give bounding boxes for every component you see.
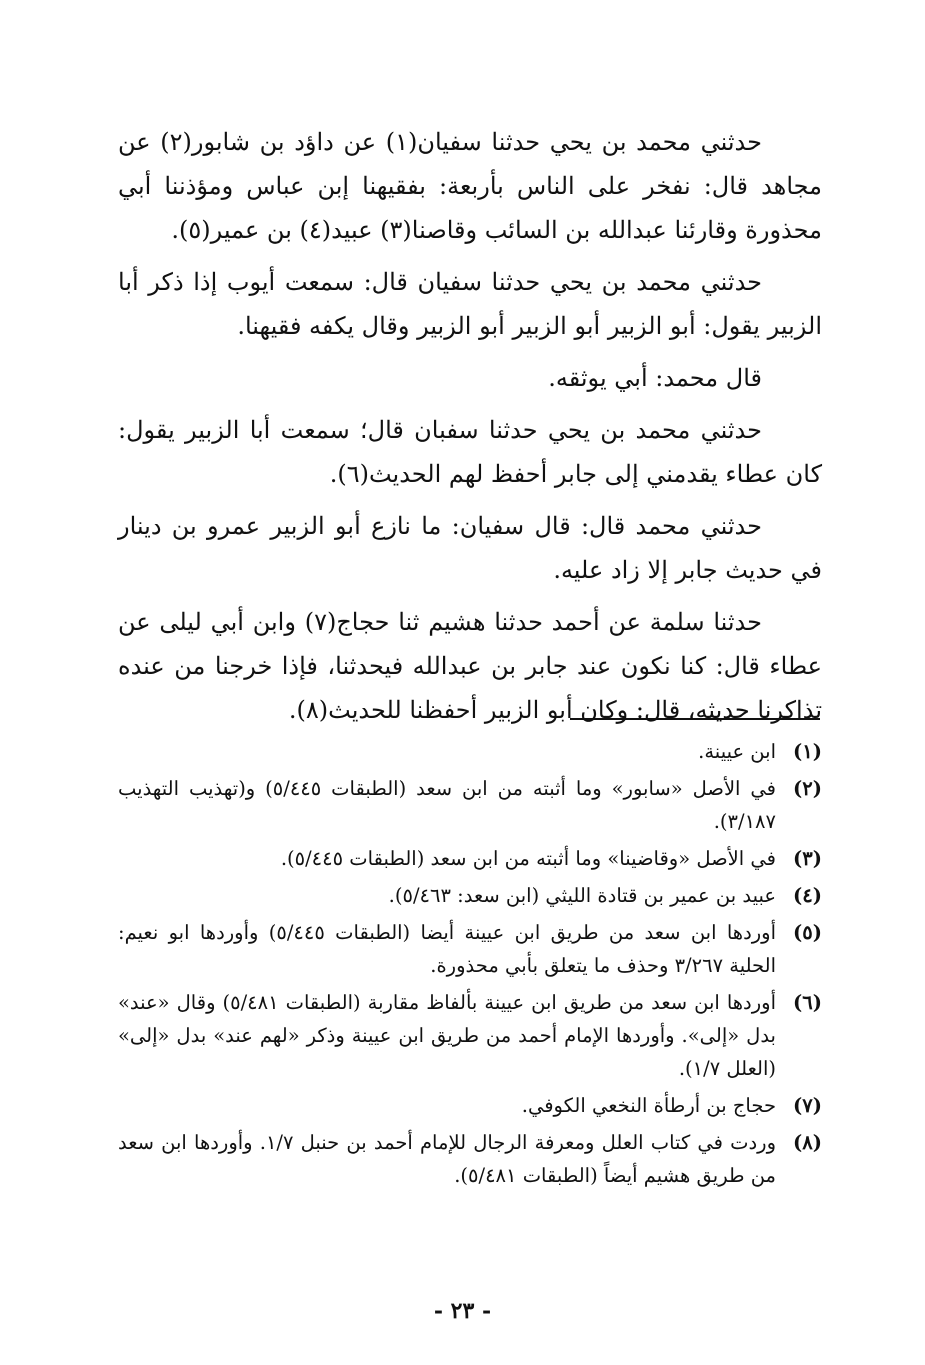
footnote-text: أوردها ابن سعد من طريق ابن عيينة بألفاظ مقاربة (الطبقات ٥/٤٨١) وقال «عند» بدل «إلى». وأوردها الإمام أحمد من طريق ابن عيينة وذكر «لهم عند» بدل «إلى» (العلل ١/٧). <box>118 991 776 1080</box>
footnote-divider <box>570 718 820 720</box>
footnote-5 <box>118 916 822 982</box>
footnote-text: وردت في كتاب العلل ومعرفة الرجال للإمام أحمد بن حنبل ١/٧. وأوردها ابن سعد من طريق هشيم أيضاً (الطبقات ٥/٤٨١). <box>118 1131 777 1187</box>
footnote-text: في الأصل «سابور» وما أثبته من ابن سعد (الطبقات ٥/٤٤٥) و(تهذيب التهذيب ٣/١٨٧). <box>118 777 776 833</box>
footnote-number: (٦) <box>793 991 822 1014</box>
paragraph-1: حدثني محمد بن يحي حدثنا سفيان(١) عن داؤد بن شابور(٢) عن مجاهد قال: نفخر على الناس بأربعة: بفقيهنا إبن عباس ومؤذننا أبي محذورة وقارئنا عبدالله بن السائب وقاصنا(٣) عبيد(٤) بن عمير(٥). <box>118 128 822 244</box>
paragraph-2: حدثني محمد بن يحي حدثنا سفيان قال: سمعت أيوب إذا ذكر أبا الزبير يقول: أبو الزبير أبو الزبير أبو الزبير وقال يكفه فقيهنا. <box>118 268 822 340</box>
page-number: - ٢٣ - <box>433 1298 492 1324</box>
footnote-2 <box>118 772 822 838</box>
paragraph-6: حدثنا سلمة عن أحمد حدثنا هشيم ثنا حجاج(٧) وابن أبي ليلى عن عطاء قال: كنا نكون عند جابر بن عبدالله فيحدثنا، فإذا خرجنا من عنده تذاكرنا حديثه، قال: وكان أبو الزبير أحفظنا للحديث(٨). <box>118 608 822 724</box>
footnote-text: عبيد بن عمير بن قتادة الليثي (ابن سعد: ٥/٤٦٣). <box>388 884 776 907</box>
footnote-number: (٣) <box>793 847 822 870</box>
footnote-text: ابن عيينة. <box>698 740 776 763</box>
footnote-number: (٧) <box>793 1094 822 1117</box>
main-text <box>118 120 822 740</box>
footnote-number: (١) <box>793 740 822 763</box>
footnote-text: حجاج بن أرطأة النخعي الكوفي. <box>521 1094 776 1117</box>
footnote-number: (٤) <box>793 884 822 907</box>
footnote-1 <box>118 735 822 768</box>
paragraph-4: حدثني محمد بن يحي حدثنا سفبان قال؛ سمعت أبا الزبير يقول: كان عطاء يقدمني إلى جابر أحفظ لهم الحديث(٦). <box>118 416 822 488</box>
footnote-4 <box>118 879 822 912</box>
footnote-8 <box>118 1126 822 1192</box>
footnote-text: في الأصل «وقاضينا» وما أثبته من ابن سعد (الطبقات ٥/٤٤٥). <box>280 847 776 870</box>
footnote-7 <box>118 1089 822 1122</box>
paragraph-3: قال محمد: أبي يوثقه. <box>548 364 762 392</box>
footnotes-list <box>118 735 822 1196</box>
paragraph-5: حدثني محمد قال: قال سفيان: ما نازع أبو الزبير عمرو بن دينار في حديث جابر إلا زاد عليه. <box>118 512 822 584</box>
footnote-number: (٥) <box>793 921 822 944</box>
footnote-number: (٢) <box>793 777 822 800</box>
footnote-text: أوردها ابن سعد من طريق ابن عيينة أيضا (الطبقات ٥/٤٤٥) وأوردها ابو نعيم: الحلية ٣/٢٦٧ وحذف ما يتعلق بأبي محذورة. <box>118 921 777 977</box>
footnote-number: (٨) <box>793 1131 822 1154</box>
footnote-6 <box>118 986 822 1085</box>
footnote-3 <box>118 842 822 875</box>
